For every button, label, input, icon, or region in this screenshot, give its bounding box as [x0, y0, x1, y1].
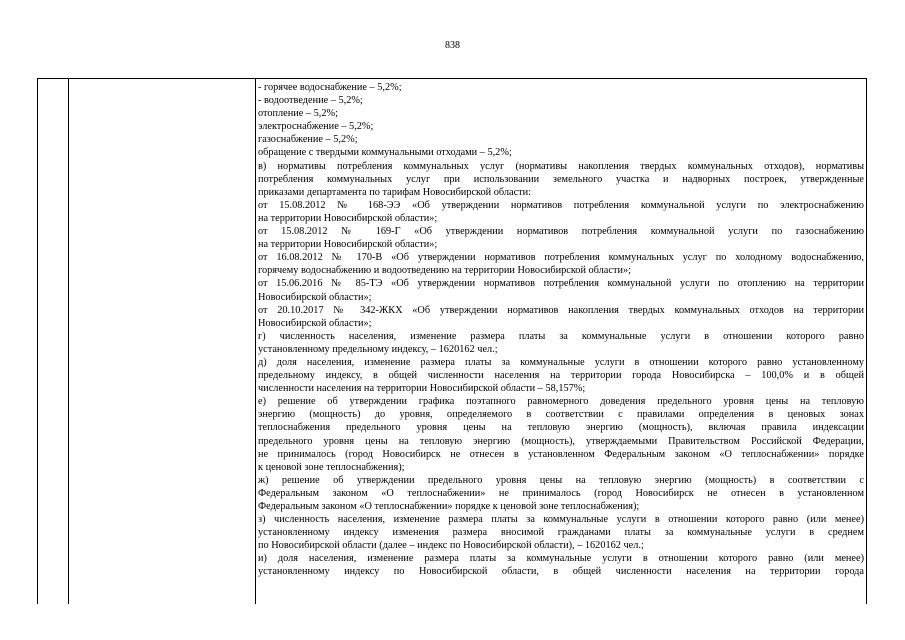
text-line: установленному предельному индексу, – 1620162 чел.;: [258, 343, 498, 355]
text-cell: [258, 81, 864, 579]
text-line: от 16.08.2012 № 170-В «Об утверждении нормативов потребления коммунальных услуг по холодному водоснабжению,: [258, 252, 864, 264]
text-line: д) доля населения, изменение размера платы за коммунальные услуги в отношении которого равно установленному: [258, 356, 864, 368]
text-line: численности населения на территории Новосибирской области – 58,157%;: [258, 383, 586, 395]
text-line: от 15.08.2012 № 169-Г «Об утверждении нормативов потребления коммунальной услуги по газоснабжению: [258, 226, 864, 238]
text-line: по Новосибирской области (далее – индекс по Новосибирской области), – 1620162 чел.;: [258, 540, 644, 552]
text-line: Новосибирской области»;: [258, 291, 372, 303]
text-line: потребления коммунальных услуг при использовании земельного участка и надворных построек, утвержденные: [258, 173, 864, 185]
text-line: Федеральным законом «О теплоснабжении» порядке к ценовой зоне теплоснабжения);: [258, 501, 640, 512]
text-line: от 15.08.2012 № 168-ЭЭ «Об утверждении нормативов потребления коммунальной услуги по электроснабжению: [258, 199, 864, 211]
text-line: не принималось (город Новосибирск не отнесен в установленном Федеральным законом «О теплоснабжении» порядке: [258, 448, 864, 460]
text-line: электроснабжение – 5,2%;: [258, 121, 374, 133]
text-line: и) доля населения, изменение размера платы за коммунальные услуги в отношении которого равно (или менее): [258, 553, 864, 565]
text-line: з) численность населения, изменение размера платы за коммунальные услуги в отношении которого равно (или менее): [258, 514, 864, 526]
text-line: установленному индексу изменения размера вносимой гражданами платы за коммунальные услуги в среднем: [258, 527, 864, 539]
text-line: - водоотведение – 5,2%;: [258, 95, 363, 107]
text-line: энергию (мощность) до уровня, определяемого в соответствии с правилами определения в ценовых зонах: [258, 409, 864, 421]
text-line: приказами департамента по тарифам Новосибирской области:: [258, 186, 532, 198]
text-line: теплоснабжения предельного уровня цены на тепловую энергию (мощность), включая правила индексации: [258, 422, 864, 434]
text-line: обращение с твердыми коммунальными отходами – 5,2%;: [258, 147, 512, 159]
text-line: - горячее водоснабжение – 5,2%;: [258, 82, 402, 93]
text-line: от 20.10.2017 № 342-ЖКХ «Об утверждении нормативов накопления твердых коммунальных отходов на территории: [258, 304, 864, 316]
text-line: от 15.06.2016 № 85-ТЭ «Об утверждении нормативов потребления коммунальной услуги по отоплению на территории: [258, 278, 864, 290]
column-divider: [68, 79, 69, 604]
text-line: Федеральным законом «О теплоснабжении» не принималось (город Новосибирск не отнесен в установленном: [258, 487, 864, 499]
text-line: Новосибирской области»;: [258, 317, 372, 329]
text-line: предельного уровня цены на тепловую энергию (мощность), утверждаемыми Правительством Российской Федерации,: [258, 435, 864, 447]
text-line: в) нормативы потребления коммунальных услуг (нормативы накопления твердых коммунальных отходов), нормативы: [258, 160, 864, 172]
document-table: [37, 78, 867, 604]
text-line: к ценовой зоне теплоснабжения);: [258, 461, 405, 473]
text-line: ж) решение об утверждении предельного уровня цены на тепловую энергию (мощность) в соответствии с: [258, 474, 864, 486]
column-divider: [255, 79, 256, 604]
text-line: на территории Новосибирской области»;: [258, 212, 438, 224]
text-line: е) решение об утверждении графика поэтапного равномерного доведения предельного уровня цены на тепловую: [258, 396, 864, 408]
page-number: 838: [445, 40, 460, 51]
text-line: на территории Новосибирской области»;: [258, 239, 438, 251]
text-line: установленному индексу по Новосибирской области, в общей численности населения на территории города: [258, 566, 864, 578]
text-line: г) численность населения, изменение размера платы за коммунальные услуги в отношении которого равно: [258, 330, 864, 342]
text-line: отопление – 5,2%;: [258, 108, 338, 120]
text-line: предельному индексу, в общей численности населения на территории города Новосибирска – 100,0% и в общей: [258, 370, 864, 382]
text-line: горячему водоснабжению и водоотведению на территории Новосибирской области»;: [258, 265, 631, 277]
text-line: газоснабжение – 5,2%;: [258, 134, 358, 146]
